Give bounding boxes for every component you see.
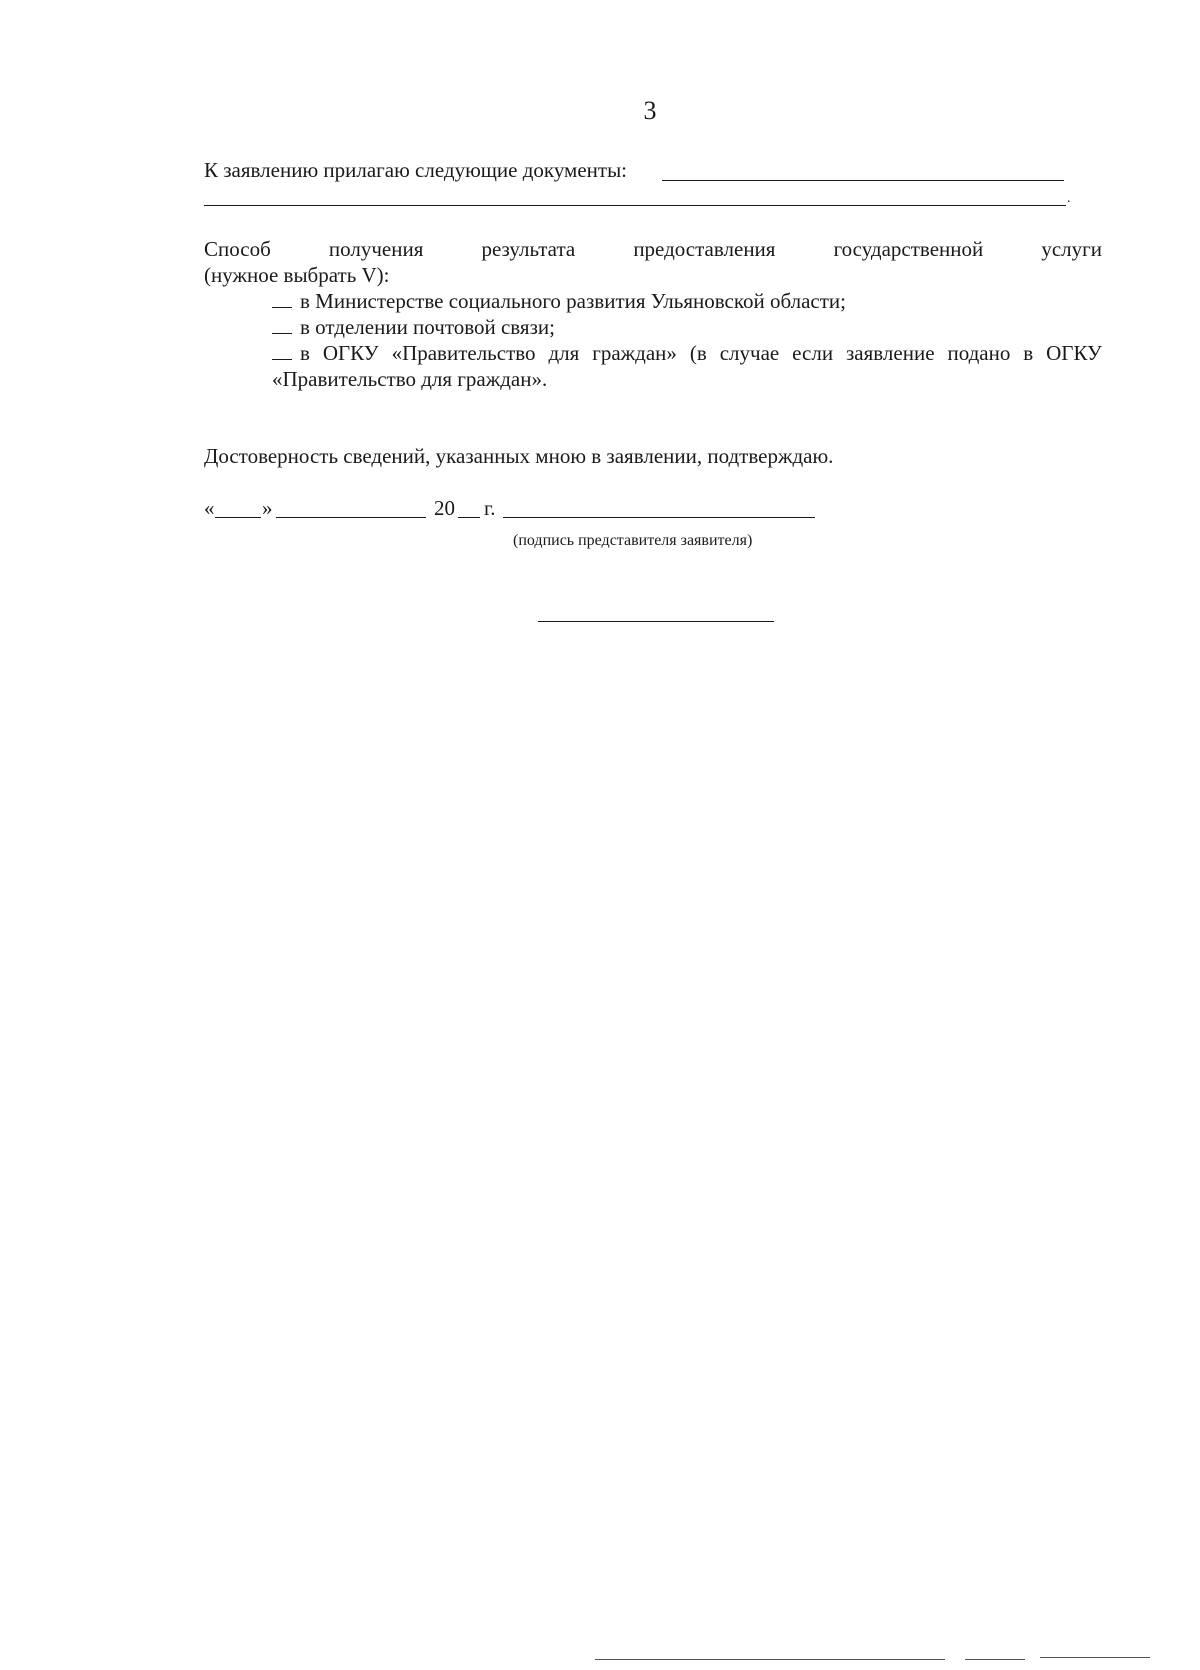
option-ogku-word: в xyxy=(300,341,310,365)
delivery-option-ogku-line-2: «Правительство для граждан». xyxy=(272,367,548,391)
delivery-option-ogku-line-1 xyxy=(272,340,1102,366)
date-year-suffix: г. xyxy=(484,496,496,520)
scan-artifact-line xyxy=(965,1659,1025,1660)
option-ogku-word: ОГКУ xyxy=(1046,341,1102,365)
option-ogku-word: (в xyxy=(689,341,707,365)
confirmation-text: Достоверность сведений, указанных мною в заявлении, подтверждаю. xyxy=(204,444,834,468)
option-ogku-word: если xyxy=(792,341,834,365)
delivery-heading-word: государственной xyxy=(833,237,984,261)
option-ogku-word: «Правительство xyxy=(391,341,536,365)
option-ogku-word: заявление xyxy=(846,341,935,365)
option-checkbox-ogku[interactable] xyxy=(272,341,292,360)
date-open-quote: « xyxy=(204,496,215,520)
scan-artifact-line xyxy=(595,1659,945,1660)
attachments-label: К заявлению прилагаю следующие документы: xyxy=(204,158,628,182)
date-month-field[interactable] xyxy=(276,517,426,518)
date-day-field[interactable] xyxy=(215,517,261,518)
option-checkbox-post[interactable] xyxy=(272,315,292,334)
scan-artifact-line xyxy=(1040,1657,1150,1658)
delivery-heading-line-2: (нужное выбрать V): xyxy=(204,263,390,287)
attachments-line-2[interactable] xyxy=(204,205,1066,206)
option-ogku-word: граждан» xyxy=(592,341,677,365)
date-year-field[interactable] xyxy=(458,517,480,518)
delivery-heading-word: получения xyxy=(328,237,424,261)
delivery-heading-line-1 xyxy=(204,236,1102,262)
option-ogku-word: подано xyxy=(947,341,1011,365)
delivery-heading-word: результата xyxy=(481,237,576,261)
option-ogku-word: случае xyxy=(719,341,780,365)
option-checkbox-ogku-wrap xyxy=(272,340,310,366)
delivery-option-post xyxy=(272,314,555,340)
end-separator-line xyxy=(538,621,774,622)
date-close-quote: » xyxy=(262,496,273,520)
option-ogku-word: в xyxy=(1023,341,1034,365)
delivery-heading-word: услуги xyxy=(1041,237,1102,261)
option-label-post: в отделении почтовой связи; xyxy=(300,315,555,339)
signature-caption: (подпись представителя заявителя) xyxy=(513,532,753,549)
delivery-heading-word: предоставления xyxy=(633,237,776,261)
delivery-heading-word: Способ xyxy=(204,237,271,261)
delivery-option-ministry xyxy=(272,288,846,314)
option-checkbox-ministry[interactable] xyxy=(272,289,292,308)
attachments-line-1[interactable] xyxy=(662,180,1064,181)
date-year-prefix: 20 xyxy=(434,496,455,520)
option-label-ministry: в Министерстве социального развития Ульяновской области; xyxy=(300,289,846,313)
signature-field[interactable] xyxy=(503,517,815,518)
attachments-line-end-mark: . xyxy=(1067,191,1071,206)
option-ogku-word: для xyxy=(548,341,580,365)
option-ogku-word: ОГКУ xyxy=(322,341,379,365)
page-number: 3 xyxy=(643,96,657,125)
